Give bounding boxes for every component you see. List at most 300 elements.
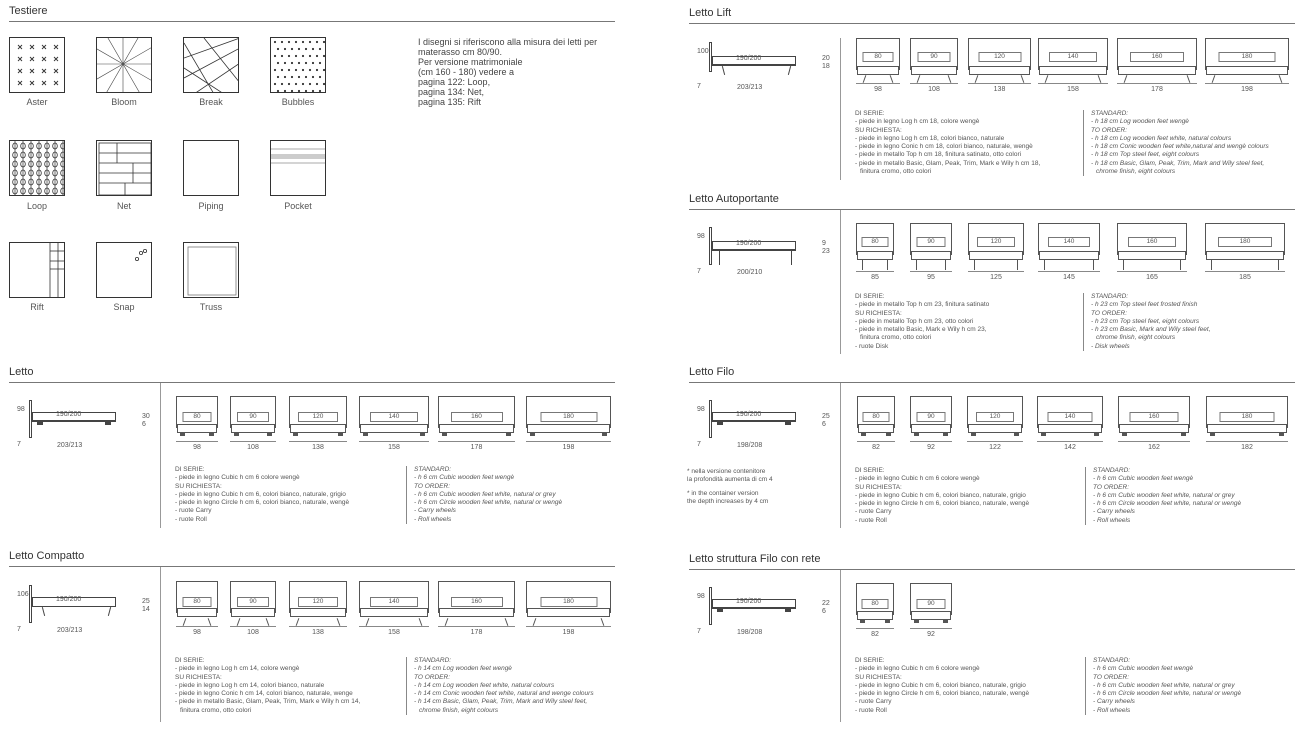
bed-width-label: 185 [1239,274,1251,281]
note-line: - ruote Disk [855,342,889,350]
notes-divider [406,657,407,715]
side-leg-label: 7 [17,626,21,633]
bed-width-rule [1037,441,1103,442]
bed-leg [1098,75,1102,83]
headboard-label-snap: Snap [113,302,135,312]
bed-frame [231,608,275,617]
bed-leg [366,618,370,626]
notes-it-autoportante [855,293,989,351]
bed-front-letto [526,396,611,446]
bed-width-rule [856,628,894,629]
bed-width-label: 198 [562,444,575,451]
bed-leg [1123,260,1124,270]
bed-pillow-label: 180 [540,412,597,422]
bed-width-label: 142 [1064,444,1076,451]
bed-width-rule [1038,83,1108,84]
note-line: - piede in metallo Basic, Glam, Peak, Trim, Mark e Wily h cm 18, [855,159,1041,167]
bed-width-rule [1117,271,1187,272]
bed-pillow-label: 80 [183,597,212,607]
net-pattern-icon [97,141,152,196]
note-line: - h 23 cm Basic, Mark and Wily steel feet, [1091,326,1211,334]
bed-front-letto [289,396,347,446]
notes-divider [1085,657,1086,715]
bed-frame [1206,66,1288,75]
bed-leg [1094,433,1099,436]
side-view-filorete [709,585,839,635]
side-leg [37,422,43,425]
section-title-filorete: Letto struttura Filo con rete [689,553,821,565]
headboard-swatch-pocket [270,140,326,196]
bed-leg [1278,260,1279,270]
bed-frame [968,424,1022,433]
bed-frame [911,424,951,433]
bed-leg [442,433,447,436]
headboard-swatch-bloom [96,37,152,93]
side-view-letto [29,398,159,448]
bed-frame [858,424,894,433]
bed-front-compatto [359,581,429,631]
bed-leg [1014,433,1019,436]
bed-front-autoportante [968,223,1024,273]
side-base [32,606,116,607]
bed-leg [971,433,976,436]
headboard-swatch-snap [96,242,152,298]
note-line: - piede in metallo Top h cm 18, finitura satinato, otto colori [855,151,1022,159]
side-length-label: 200/210 [737,269,763,276]
side-base [712,250,796,251]
bed-leg [886,433,891,436]
note-line: - piede in legno Conic h cm 18, colori bianco, naturale, wengè [855,143,1033,151]
headboard-swatch-break [183,37,239,93]
note-line: - h 23 cm Top steel feet, eight colours [1091,317,1200,325]
note-line: SU RICHIESTA: [175,673,222,681]
bed-pillow-label: 180 [1218,237,1272,247]
bed-width-rule [176,441,218,442]
note-line: finitura cromo, otto colori [180,706,252,714]
bed-width-label: 145 [1063,274,1075,281]
note-line: TO ORDER: [414,673,450,681]
bed-pillow-label: 180 [540,597,597,607]
bed-pillow-label: 140 [1049,52,1097,62]
bed-frame [857,611,893,620]
bed-width-label: 182 [1241,444,1253,451]
note-line: - piede in legno Circle h cm 6, colori bianco, naturale, wengè [855,500,1030,508]
note-line: - piede in legno Cubic h cm 6 colore wengè [175,474,300,482]
side-dim-bottom: 6 [142,421,146,428]
note-line: TO ORDER: [1091,309,1127,317]
note-line: - h 6 cm Cubic wooden feet wengè [414,474,515,482]
bed-width-rule [176,626,218,627]
note-line: finitura cromo, otto colori [860,168,932,176]
note-line: STANDARD: [1091,293,1129,300]
side-height-label: 98 [697,406,705,413]
bed-width-label: 98 [193,629,201,636]
bed-frame [1039,66,1107,75]
bed-frame [1206,251,1284,260]
bed-width-rule [856,83,900,84]
note-line: - ruote Carry [175,507,212,515]
bed-leg [916,260,917,270]
bed-width-label: 108 [247,629,259,636]
headboard-swatch-truss [183,242,239,298]
bed-leg [419,618,423,626]
piping-pattern-icon [184,141,239,196]
bed-width-label: 108 [247,444,259,451]
bed-front-lift [910,38,958,88]
bed-width-rule [1118,441,1190,442]
bed-frame [527,608,610,617]
section-rule-filo [689,382,1295,383]
side-leg [42,607,45,616]
note-line: - h 6 cm Cubic wooden feet white, natural or grey [1093,491,1235,499]
side-base [32,421,116,422]
bed-leg [533,618,537,626]
bloom-pattern-icon [97,38,152,93]
note-line: STANDARD: [414,657,452,664]
note-line: STANDARD: [1093,467,1131,474]
bed-leg [1187,75,1191,83]
note-line: TO ORDER: [414,482,450,490]
bed-width-label: 98 [193,444,201,451]
bed-pillow-label: 80 [863,412,890,422]
section-rule-compatto [9,566,615,567]
side-dim-top: 30 [142,413,150,420]
note-line: - piede in metallo Top h cm 23, finitura satinato [855,301,990,309]
bed-front-filo [1037,396,1103,446]
bed-leg [860,620,865,623]
bed-frame [439,608,514,617]
bed-leg [943,433,948,436]
bed-width-rule [359,626,429,627]
aster-pattern-icon [10,38,65,93]
side-leg [108,607,111,616]
bed-leg [293,433,298,436]
bed-width-rule [289,626,347,627]
side-note-line: la profondità aumenta di cm 4 [687,476,773,484]
note-line: - piede in legno Cubic h cm 6, colori bianco, naturale, grigio [855,491,1026,499]
section-title-letto: Letto [9,366,34,378]
side-mattress-label: 190/200 [56,411,82,418]
bed-width-rule [359,441,429,442]
note-line: finitura cromo, otto colori [860,334,932,342]
note-line: - h 18 cm Conic wooden feet white,natural and wengè colours [1091,143,1269,151]
bed-width-rule [1038,271,1100,272]
bed-frame [360,424,428,433]
bubbles-pattern-icon [271,38,326,93]
note-line: - piede in legno Circle h cm 6, colori bianco, naturale, wengè [175,499,350,507]
bed-front-filo [910,396,952,446]
note-line: DI SERIE: [175,657,205,664]
bed-width-label: 162 [1148,444,1160,451]
side-dim-bottom: 23 [822,248,830,255]
bed-leg [1124,75,1128,83]
headboards-rule [9,21,615,22]
bed-width-label: 158 [388,629,400,636]
bed-frame [1118,251,1186,260]
bed-pillow-label: 180 [1220,412,1275,422]
note-line: SU RICHIESTA: [855,483,902,491]
note-line: chrome finish, eight colours [1096,168,1176,176]
bed-width-rule [1205,271,1285,272]
bed-frame [857,66,899,75]
bed-frame [177,424,217,433]
bed-width-rule [1117,83,1197,84]
side-length-label: 203/213 [737,84,763,91]
bed-pillow-label: 160 [451,597,503,607]
note-line: DI SERIE: [855,110,885,117]
bed-width-rule [526,441,611,442]
headboard-swatch-loop [9,140,65,196]
bed-width-label: 85 [871,274,879,281]
bed-leg [337,618,341,626]
note-line: TO ORDER: [1093,483,1129,491]
side-height-label: 100 [697,48,709,55]
bed-leg [363,433,368,436]
bed-front-lift [856,38,900,88]
bed-leg [1181,433,1186,436]
bed-leg [1211,260,1212,270]
note-line: - piede in legno Log h cm 18, colori bianco, naturale [855,134,1005,142]
bed-leg [267,433,272,436]
section-divider-letto [160,383,161,528]
bed-front-compatto [289,581,347,631]
section-divider-compatto [160,567,161,722]
headboards-note-line: (cm 160 - 180) vedere a [418,67,515,77]
note-line: - piede in legno Cubic h cm 6, colori bianco, naturale, grigio [855,681,1026,689]
side-leg-label: 7 [17,441,21,448]
notes-it-filo [855,467,1029,525]
bed-width-label: 138 [312,444,324,451]
headboard-label-aster: Aster [26,97,48,107]
bed-leg [420,433,425,436]
bed-width-label: 138 [993,86,1006,93]
bed-width-rule [856,271,894,272]
note-line: DI SERIE: [855,293,885,300]
bed-frame [1039,251,1099,260]
section-title-compatto: Letto Compatto [9,550,85,562]
section-title-filo: Letto Filo [689,366,735,378]
note-line: - piede in legno Cubic h cm 6 colore wengè [855,475,980,483]
bed-leg [602,433,607,436]
section-title-autoportante: Letto Autoportante [689,193,779,205]
side-mattress-label: 190/200 [56,596,82,603]
rift-pattern-icon [10,243,65,298]
side-dim-bottom: 18 [822,63,830,70]
side-dim-top: 9 [822,240,826,247]
bed-pillow-label: 160 [1128,237,1176,247]
bed-pillow-label: 90 [237,597,269,607]
bed-pillow-label: 90 [917,599,946,609]
bed-width-label: 178 [1151,86,1163,93]
bed-frame [290,608,346,617]
bed-width-label: 165 [1146,274,1158,281]
bed-leg [948,75,952,83]
bed-leg [863,75,867,83]
truss-pattern-icon [184,243,239,298]
note-line: - ruote Roll [175,515,207,523]
bed-leg [862,260,863,270]
bed-pillow-label: 80 [863,52,894,62]
side-height-label: 98 [697,233,705,240]
note-line: - h 6 cm Circle wooden feet white, natural or wengè [1093,690,1242,698]
bed-frame [439,424,514,433]
bed-front-filo [1206,396,1288,446]
side-leg [791,251,792,265]
side-base [712,421,796,422]
bed-front-filo [1118,396,1190,446]
note-line: - h 6 cm Cubic wooden feet white, natural or grey [414,490,556,498]
headboards-note-line: pagina 134: Net, [418,87,485,97]
note-line: SU RICHIESTA: [855,309,902,317]
notes-divider [1083,293,1084,351]
headboards-note [418,37,597,107]
bed-leg [445,618,449,626]
bed-width-rule [1205,83,1289,84]
bed-pillow-label: 120 [976,412,1014,422]
break-pattern-icon [184,38,239,93]
side-leg-label: 7 [697,83,701,90]
bed-frame [527,424,610,433]
section-rule-letto [9,382,615,383]
bed-pillow-label: 80 [862,237,889,247]
bed-width-label: 108 [928,86,940,93]
headboard-label-pocket: Pocket [284,201,312,211]
section-divider-filo [840,383,841,528]
headboards-note-line: pagina 135: Rift [418,97,482,107]
bed-width-label: 122 [989,444,1001,451]
bed-pillow-label: 80 [183,412,212,422]
side-leg [722,66,725,75]
note-line: - h 14 cm Log wooden feet white, natural colours [414,681,555,689]
side-leg-label: 7 [697,441,701,448]
note-line: - ruote Carry [855,508,892,516]
bed-pillow-label: 160 [451,412,503,422]
bed-leg [1093,260,1094,270]
bed-leg [209,433,214,436]
notes-it-letto [175,466,349,524]
snap-pattern-icon [97,243,152,298]
note-line: SU RICHIESTA: [175,482,222,490]
side-length-label: 198/208 [737,442,763,449]
note-line: - h 18 cm Log wooden feet white, natural colours [1091,134,1232,142]
note-line: - piede in metallo Basic, Glam, Peak, Trim, Mark e Wily h cm 14, [175,698,361,706]
bed-width-label: 198 [1241,86,1253,93]
note-line: - h 18 cm Basic, Glam, Peak, Trim, Mark and Wily steel feet, [1091,159,1265,167]
note-line: - Carry wheels [1093,698,1135,706]
bed-width-rule [438,626,515,627]
note-line: - Carry wheels [414,507,456,515]
side-mattress-label: 190/200 [736,598,762,605]
notes-en-filorete [1093,657,1241,715]
headboard-swatch-rift [9,242,65,298]
side-view-autoportante [709,225,839,275]
pocket-pattern-icon [271,141,326,196]
bed-leg [506,433,511,436]
note-line: - h 6 cm Cubic wooden feet wengè [1093,665,1194,673]
note-line: - piede in legno Log h cm 14, colori bianco, naturale [175,681,325,689]
section-divider-lift [840,38,841,180]
side-length-label: 198/208 [737,629,763,636]
bed-front-filorete [910,583,952,633]
note-line: DI SERIE: [855,657,885,664]
bed-front-autoportante [856,223,894,273]
bed-pillow-label: 120 [298,412,338,422]
bed-frame [1118,66,1196,75]
note-line: TO ORDER: [1091,126,1127,134]
side-view-filo [709,398,839,448]
bed-frame [360,608,428,617]
bed-leg [601,618,605,626]
headboards-note-line: materasso cm 80/90. [418,47,503,57]
note-line: - piede in legno Conic h cm 14, colori bianco, naturale, wenge [175,690,353,698]
bed-pillow-label: 140 [1048,237,1090,247]
bed-frame [1038,424,1102,433]
note-line: - ruote Carry [855,698,892,706]
note-line: DI SERIE: [175,466,205,473]
bed-width-rule [230,441,276,442]
bed-front-filorete [856,583,894,633]
side-dim-top: 22 [822,600,830,607]
note-line: - h 6 cm Circle wooden feet white, natural or wengè [1093,500,1242,508]
side-mattress-label: 190/200 [736,55,762,62]
bed-front-letto [359,396,429,446]
bed-leg [975,75,979,83]
bed-leg [1210,433,1215,436]
note-line: SU RICHIESTA: [855,126,902,134]
bed-leg [183,618,187,626]
headboard-label-bubbles: Bubbles [281,97,315,107]
section-rule-lift [689,23,1295,24]
bed-leg [266,618,270,626]
notes-en-compatto [414,657,594,715]
notes-divider [406,466,407,524]
note-line: - Roll wheels [1093,516,1131,524]
bed-leg [338,433,343,436]
bed-front-letto [176,396,218,446]
notes-it-lift [855,110,1040,176]
bed-pillow-label: 160 [1130,52,1184,62]
side-view-lift [709,40,839,90]
side-leg [719,251,720,265]
bed-leg [530,433,535,436]
bed-leg [885,620,890,623]
headboards-note-line: Per versione matrimoniale [418,57,523,67]
headboard-label-truss: Truss [199,302,223,312]
bed-leg [1122,433,1127,436]
note-line: - piede in metallo Basic, Mark e Wily h cm 23, [855,326,987,334]
loop-pattern-icon [10,141,65,196]
bed-width-rule [1206,441,1288,442]
side-dim-top: 25 [142,598,150,605]
side-dim-bottom: 6 [822,421,826,428]
bed-pillow-label: 140 [370,597,418,607]
bed-pillow-label: 80 [862,599,889,609]
headboard-swatch-net [96,140,152,196]
bed-front-autoportante [910,223,952,273]
bed-width-label: 158 [1067,86,1079,93]
note-line: - Carry wheels [1093,508,1135,516]
bed-pillow-label: 90 [918,52,951,62]
bed-width-rule [967,441,1023,442]
bed-width-label: 138 [312,629,324,636]
bed-front-letto [230,396,276,446]
side-leg [785,422,791,425]
section-rule-filorete [689,569,1295,570]
bed-width-rule [857,441,895,442]
bed-pillow-label: 90 [917,412,946,422]
bed-front-autoportante [1038,223,1100,273]
notes-en-letto [414,466,562,524]
